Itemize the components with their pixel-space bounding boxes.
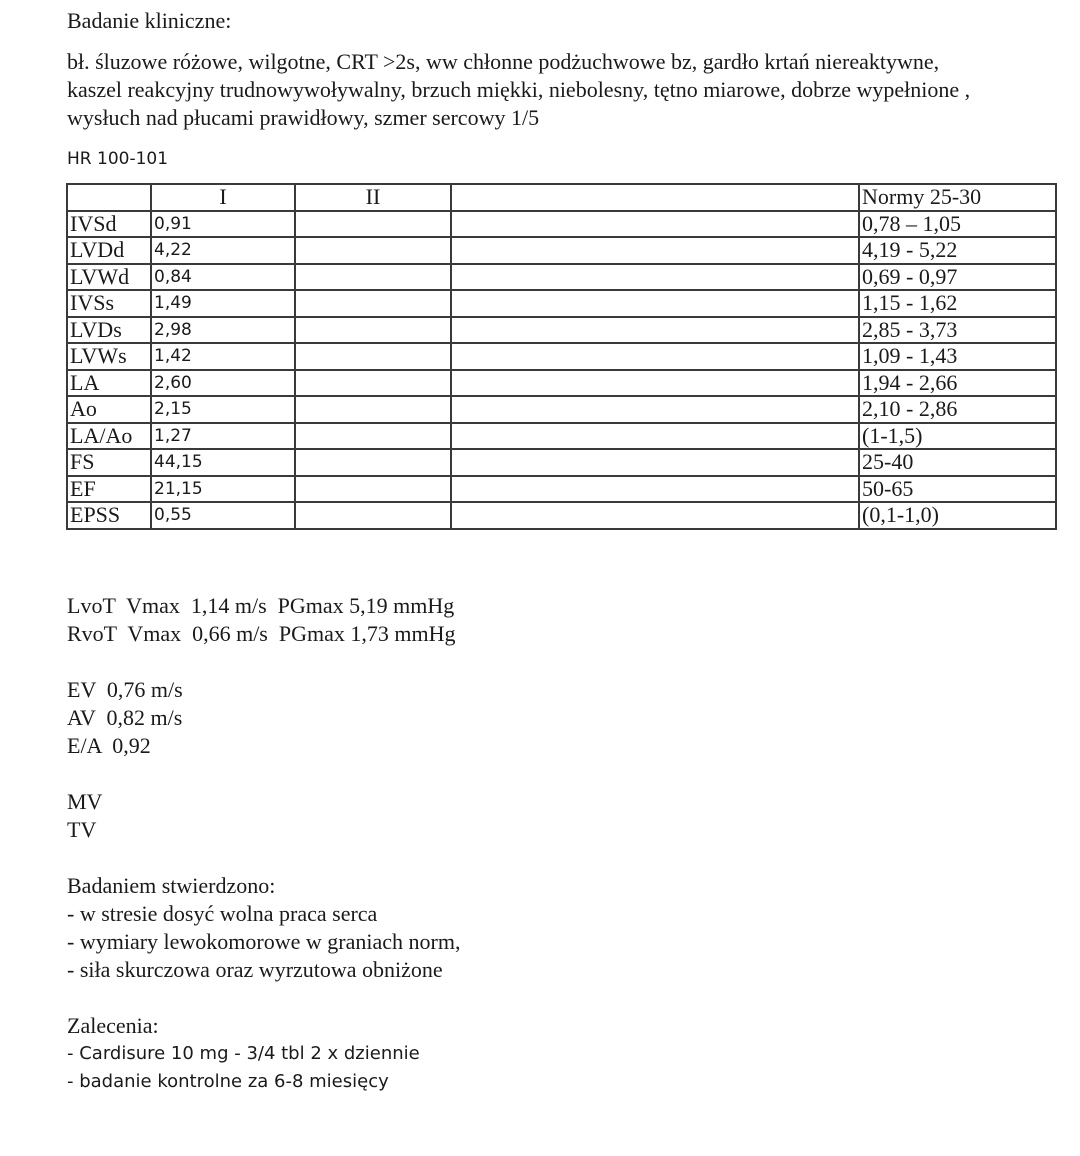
recommendations-heading: Zalecenia: xyxy=(67,1013,159,1038)
norm-cell: 2,10 - 2,86 xyxy=(859,396,1056,423)
table-row xyxy=(67,290,1056,317)
lvot-line: LvoT Vmax 1,14 m/s PGmax 5,19 mmHg xyxy=(67,593,455,618)
table-row xyxy=(67,502,1056,529)
value-ii-cell xyxy=(295,211,451,238)
table-row xyxy=(67,264,1056,291)
empty-cell xyxy=(451,370,859,397)
heart-rate: HR 100-101 xyxy=(67,149,169,169)
ea-line: E/A 0,92 xyxy=(67,733,151,758)
table-row xyxy=(67,449,1056,476)
value-i-cell: 2,60 xyxy=(151,370,295,397)
value-i-cell: 0,55 xyxy=(151,502,295,529)
recommendation-item: - Cardisure 10 mg - 3/4 tbl 2 x dziennie xyxy=(67,1043,420,1064)
table-header-row xyxy=(67,184,1056,211)
param-cell: Ao xyxy=(67,396,151,423)
table-row xyxy=(67,370,1056,397)
param-cell: LA/Ao xyxy=(67,423,151,450)
value-i-cell: 1,42 xyxy=(151,343,295,370)
recommendations-section xyxy=(67,1012,420,1096)
value-ii-cell xyxy=(295,237,451,264)
table-row xyxy=(67,317,1056,344)
norm-cell: 0,78 – 1,05 xyxy=(859,211,1056,238)
finding-item: - wymiary lewokomorowe w graniach norm, xyxy=(67,929,461,954)
tv-label: TV xyxy=(67,817,97,842)
rvot-line: RvoT Vmax 0,66 m/s PGmax 1,73 mmHg xyxy=(67,621,456,646)
value-ii-cell xyxy=(295,290,451,317)
norm-cell: 4,19 - 5,22 xyxy=(859,237,1056,264)
param-cell: LVWs xyxy=(67,343,151,370)
param-cell: LVDd xyxy=(67,237,151,264)
value-ii-cell xyxy=(295,396,451,423)
finding-item: - siła skurczowa oraz wyrzutowa obniżone xyxy=(67,957,443,982)
param-cell: EPSS xyxy=(67,502,151,529)
av-line: AV 0,82 m/s xyxy=(67,705,183,730)
clinical-exam-line: kaszel reakcyjny trudnowywoływalny, brzuch miękki, niebolesny, tętno miarowe, dobrze wypełnione , xyxy=(67,77,971,102)
param-cell: EF xyxy=(67,476,151,503)
valves-section xyxy=(67,788,102,844)
table-row xyxy=(67,423,1056,450)
empty-cell xyxy=(451,317,859,344)
norm-cell: 1,94 - 2,66 xyxy=(859,370,1056,397)
echo-measurements-table xyxy=(66,183,1057,530)
param-cell: IVSd xyxy=(67,211,151,238)
header-empty xyxy=(451,184,859,211)
norm-cell: 2,85 - 3,73 xyxy=(859,317,1056,344)
empty-cell xyxy=(451,502,859,529)
ev-line: EV 0,76 m/s xyxy=(67,677,183,702)
value-ii-cell xyxy=(295,423,451,450)
value-ii-cell xyxy=(295,502,451,529)
param-cell: LVWd xyxy=(67,264,151,291)
table-row xyxy=(67,211,1056,238)
param-cell: LVDs xyxy=(67,317,151,344)
norm-cell: 0,69 - 0,97 xyxy=(859,264,1056,291)
value-ii-cell xyxy=(295,370,451,397)
empty-cell xyxy=(451,476,859,503)
outflow-tract-section xyxy=(67,592,455,648)
mv-label: MV xyxy=(67,789,103,814)
empty-cell xyxy=(451,396,859,423)
findings-section xyxy=(67,872,460,984)
clinical-exam-line: bł. śluzowe różowe, wilgotne, CRT >2s, ww chłonne podżuchwowe bz, gardło krtań niereaktywne, xyxy=(67,49,940,74)
mitral-inflow-section xyxy=(67,676,183,760)
table-row xyxy=(67,396,1056,423)
value-ii-cell xyxy=(295,343,451,370)
clinical-exam-line: wysłuch nad płucami prawidłowy, szmer sercowy 1/5 xyxy=(67,105,540,130)
header-exam-ii: II xyxy=(295,184,451,211)
value-i-cell: 2,15 xyxy=(151,396,295,423)
value-i-cell: 21,15 xyxy=(151,476,295,503)
norm-cell: 25-40 xyxy=(859,449,1056,476)
clinical-exam-text xyxy=(67,48,1080,132)
table-row xyxy=(67,476,1056,503)
table-row xyxy=(67,237,1056,264)
empty-cell xyxy=(451,423,859,450)
header-exam-i: I xyxy=(151,184,295,211)
norm-cell: 1,15 - 1,62 xyxy=(859,290,1056,317)
value-i-cell: 44,15 xyxy=(151,449,295,476)
value-i-cell: 0,84 xyxy=(151,264,295,291)
value-ii-cell xyxy=(295,317,451,344)
empty-cell xyxy=(451,237,859,264)
norm-cell: 50-65 xyxy=(859,476,1056,503)
norm-cell: (1-1,5) xyxy=(859,423,1056,450)
findings-heading: Badaniem stwierdzono: xyxy=(67,873,276,898)
value-i-cell: 1,27 xyxy=(151,423,295,450)
value-i-cell: 2,98 xyxy=(151,317,295,344)
param-cell: LA xyxy=(67,370,151,397)
value-i-cell: 0,91 xyxy=(151,211,295,238)
param-cell: IVSs xyxy=(67,290,151,317)
recommendation-item: - badanie kontrolne za 6-8 miesięcy xyxy=(67,1071,389,1092)
empty-cell xyxy=(451,290,859,317)
value-i-cell: 1,49 xyxy=(151,290,295,317)
finding-item: - w stresie dosyć wolna praca serca xyxy=(67,901,378,926)
empty-cell xyxy=(451,211,859,238)
param-cell: FS xyxy=(67,449,151,476)
value-i-cell: 4,22 xyxy=(151,237,295,264)
clinical-exam-heading: Badanie kliniczne: xyxy=(67,8,232,33)
header-param xyxy=(67,184,151,211)
empty-cell xyxy=(451,449,859,476)
value-ii-cell xyxy=(295,264,451,291)
header-norms: Normy 25-30 xyxy=(859,184,1056,211)
empty-cell xyxy=(451,264,859,291)
value-ii-cell xyxy=(295,449,451,476)
norm-cell: 1,09 - 1,43 xyxy=(859,343,1056,370)
norm-cell: (0,1-1,0) xyxy=(859,502,1056,529)
value-ii-cell xyxy=(295,476,451,503)
table-row xyxy=(67,343,1056,370)
empty-cell xyxy=(451,343,859,370)
